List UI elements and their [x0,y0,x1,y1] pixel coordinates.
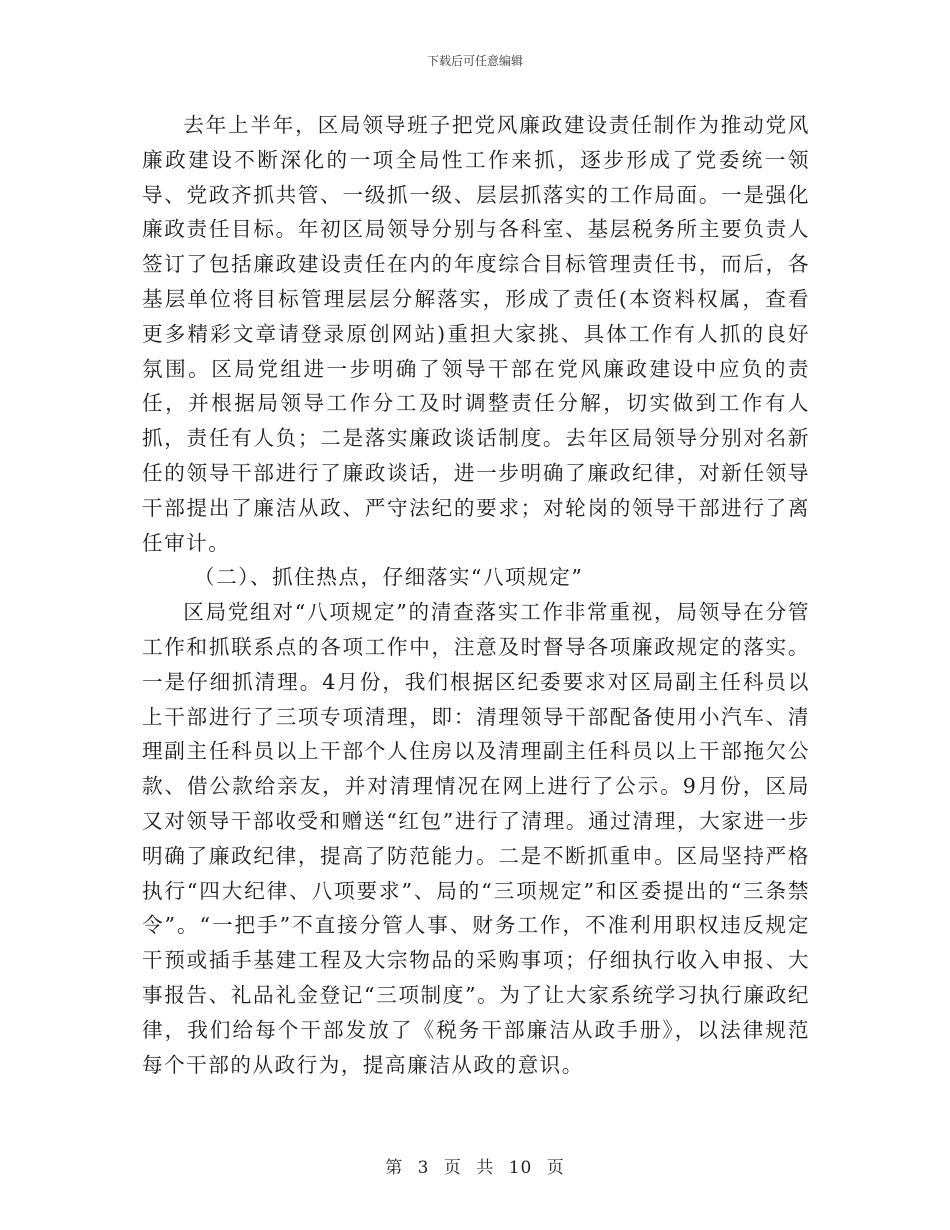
footer-current-page: 3 [417,1158,430,1178]
body-paragraph-1: 去年上半年，区局领导班子把党风廉政建设责任制作为推动党风廉政建设不断深化的一项全局性工作来抓，逐步形成了党委统一领导、党政齐抓共管、一级抓一级、层层抓落实的工作局面。一是强化廉政责任目标。年初区局领导分别与各科室、基层税务所主要负责人签订了包括廉政建设责任在内的年度综合目标管理责任书，而后，各基层单位将目标管理层层分解落实，形成了责任(本资料权属，查看更多精彩文章请登录原创网站)重担大家挑、具体工作有人抓的良好氛围。区局党组进一步明确了领导干部在党风廉政建设中应负的责任，并根据局领导工作分工及时调整责任分解，切实做到工作有人抓，责任有人负；二是落实廉政谈话制度。去年区局领导分别对名新任的领导干部进行了廉政谈话，进一步明确了廉政纪律，对新任领导干部提出了廉洁从政、严守法纪的要求；对轮岗的领导干部进行了离任审计。 [142,113,810,555]
footer-total-label: 页 [546,1158,565,1178]
footer-page-prefix: 第 [385,1158,404,1178]
footer-page-label: 页 [443,1158,462,1178]
document-body [142,108,810,1082]
footer-total-prefix: 共 [476,1158,495,1178]
body-paragraph-2: 区局党组对“八项规定”的清查落实工作非常重视，局领导在分管工作和抓联系点的各项工作中，注意及时督导各项廉政规定的落实。一是仔细抓清理。4月份，我们根据区纪委要求对区局副主任科员以上干部进行了三项专项清理，即：清理领导干部配备使用小汽车、清理副主任科员以上干部个人住房以及清理副主任科员以上干部拖欠公款、借公款给亲友，并对清理情况在网上进行了公示。9月份，区局又对领导干部收受和赠送“红包”进行了清理。通过清理，大家进一步明确了廉政纪律，提高了防范能力。二是不断抓重申。区局坚持严格执行“四大纪律、八项要求”、局的“三项规定”和区委提出的“三条禁令”。“一把手”不直接分管人事、财务工作，不准利用职权违反规定干预或插手基建工程及大宗物品的采购事项；仔细执行收入申报、大事报告、礼品礼金登记“三项制度”。为了让大家系统学习执行廉政纪律，我们给每个干部发放了《税务干部廉洁从政手册》，以法律规范每个干部的从政行为，提高廉洁从政的意识。 [142,600,810,1077]
footer-total-pages: 10 [508,1158,533,1178]
section-subheading: （二）、抓住热点，仔细落实“八项规定” [194,565,584,590]
header-note: 下载后可任意编辑 [426,54,523,68]
page-footer [0,1153,950,1178]
